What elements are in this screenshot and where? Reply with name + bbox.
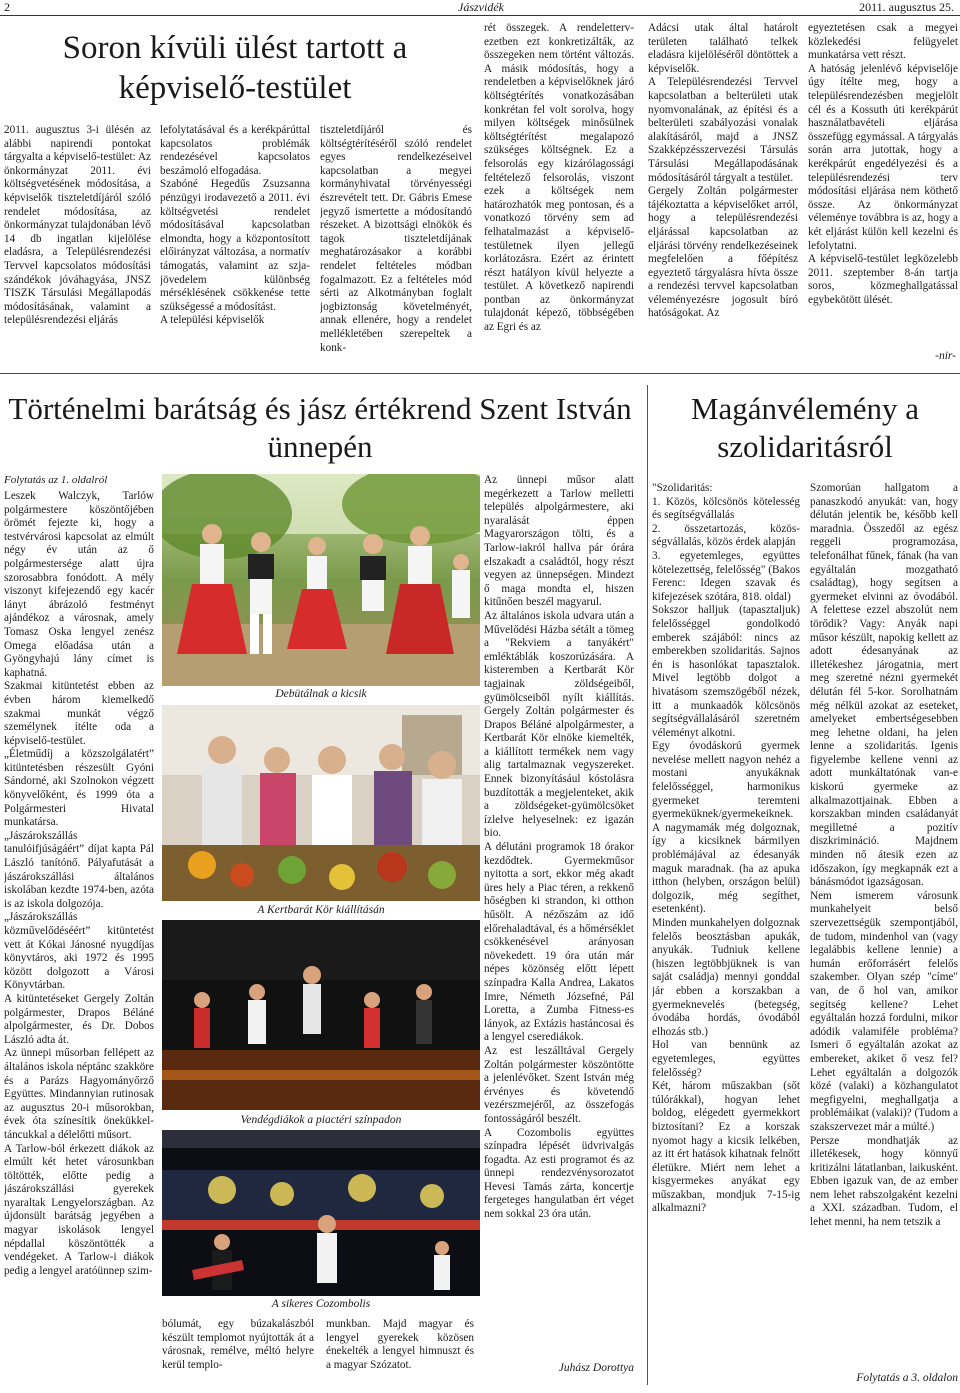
article2-col1: Leszek Walczyk, Tarlów polgármestere köszöntőjében örömét fejezte ki, hogy a testvérvárosi kapcsolat az elmúlt négy év után az ő polgármestersége alatt újra szorosabbra fonódott. A mély viszonyt kifejezendő egy kacér lányt ábrázoló festményt ajándékoz a városnak, amely Tomasz Oska lengyel zenész Omega előadása után a Gyöngyhajú lány címet is kaphatná. Szakmai kitüntetést ebben az évben három kiemelkedő szakmai munkát végző személynek ítélte oda a képviselő-testület. „Életműdíj a közszolgálatért” kitüntetésben részesült Gyóni Sándorné, aki Szolnokon végzett könyvelőként, és 1999 óta a Polgármesteri Hivatal munkatársa. „Jászárokszállás tanulóifjúságáért” díjat kapta Pál László tanítónő. Pályafutását a jászárokszállási általános iskolában kezdte 1974-ben, azóta is az iskola dolgozója. „Jászárokszállás közművelődéséért” kitüntetést vett át Kókai Jánosné nyugdíjas könyvtáros, aki 1972 és 1995 között dolgozott a Városi Könyvtárban. A kitüntetéseket Gergely Zoltán polgármester, Drapos Béláné alpolgármester, és Dr. Dobos László adta át. Az ünnepi műsorban fellépett az általános iskola néptánc szakköre és a Parázs Hagyományőrző Együttes. Mindannyian rutinosak az augusztus 20-i műsorokban, évek óta színesítik önekükkeltáncukkal a délelőtti műsort. A Tarlow-ból érkezett diákok az elmúlt két hetet városunkban töltötték, előtte pedig a jászárokszállási gyerekek nyaraltak Lengyelországban. Az újdonsült barátság jegyében a magyar iskolások lengyel népdallal köszöntötték a vendégeket. A Tarlow-i diákok pedig a lengyel aratóünnep szim- (4, 490, 154, 1277)
photo-garden-club (162, 705, 480, 901)
article1-col3: tiszteletdíjáról és költségtérítéséről szóló rendelet egyes rendelkezéseivel kapcsolatban a megyei kormányhivatal törvényességi észrevételt tett. Dr. Gábris Emese jegyző ismertette a módosítandó részeket. A bizottsági elnökök és tagok tiszteletdíjának meghatározásakor a korábbi rendelet feltételes módban fogalmazott. Ez a feltételes mód sérti az Alkotmányban foglalt jogbiztonság követelményét, annak ellenére, hogy a rendelet mellékletében szerepeltek a konk- (320, 124, 472, 354)
caption-4: A sikeres Cozombolis (271, 1298, 371, 1310)
article1-col2: lefolytatásával és a kerékpárúttal kapcsolatos problémák rendezésével kapcsolatos beszámoló elfogadása. Szabóné Hegedűs Zsuzsanna pénzügyi irodavezető a 2011. évi költségvetési rendelet módosításával kapcsolatban elmondta, hogy a központosított előirányzat változása, a normatív támogatás, valamint az szja-jövedelem különbség mérséklésének csökkenése tette szükségessé a módosítást. A települési képviselők (160, 124, 310, 327)
article3-continued: Folytatás a 3. oldalon (856, 1372, 958, 1384)
article1-col4: rét összegek. A rendelettervezetben ezt konkretizálták, az összegeken nem történt változás. A másik módosítás, hogy a rendeletben a képviselőknek járó költségtérítés vonatkozásában konkrétan fel volt sorolva, hogy milyen költségek minősülnek költségtérítést megalapozó szükséges költségnek. Ez a felsorolás egy kizárólagossági feltételező felsorolás, viszont ezek a költségek nem határozhatók meg pontosan, és a vonatkozó törvény sem ad felhatalmazást a képviselő-testületnek ilyen jellegű korlátozásra. Ezért az érintett részt hatályon kívül helyezte a testület. A következő napirendi pontban az önkormányzat tulajdonát képező, többségében az Egri és az (484, 22, 634, 334)
header-rule (0, 15, 960, 16)
caption-1: Debütálnak a kicsik (275, 688, 367, 700)
article1-headline: Soron kívüli ülést tartott a képviselő-testület (62, 30, 408, 106)
article1-col1: 2011. augusztus 3-i ülésén az alábbi napirendi pontokat tárgyalta a képviselő-testület: Az önkormányzat 2011. évi költségvetésének módosítása, a képviselők tiszteletdíjáról szóló rendelet módosítása, az önkormányzat tulajdonában lévő 14 db ingatlan kijelölése eladásra, a Településrendezési Tervvel kapcsolatos módosítási szándékok jóváhagyása, JNSZ TISZK Társulási Megállapodás módosításának, valamint a településrendezési eljárás (4, 124, 151, 327)
caption-3: Vendégdiákok a piactéri színpadon (240, 1114, 402, 1126)
article3-col1: "Szolidaritás: 1. Közös, kölcsönös kötelesség és segítségvállalás 2. összetartozás, közösségvállalás, közös érdek alapján 3. egyetemleges, együttes kötelezettség, felelősség" (Bakos Ferenc: Idegen szavak és kifejezések szótára, 818. oldal) Sokszor halljuk (tapasztaljuk) felelősséggel gondolkodó emberek szájából: nincs az emberekben szolidaritás. Sajnos én is hasonlókat tapasztalok. Mivel legtöbb dolgot a hivatásom szemszögéből nézek, itt a munkaadók kölcsönös segítségvállalásáról szeretném véleményt alkotni. Egy óvodáskorú gyermek nevelése mellett nagyon nehéz a mostani anyukáknak felelősséggel, harmonikus gyermeket teremteni gyermeküknek/gyermekeiknek. A nagymamák még dolgoznak, így a kicsiknek bármilyen problémájával az édesanyák maguk maradnak. (ha az apuka itthon (helyben, országon belül) dolgozik, még segíthet, esetenként). Minden munkahelyen dolgoznak felelős beosztásban apukák, anyukák. Tudniuk kellene (hiszen legtöbbjüknek is van saját családja) mennyi gonddal jár ebben a korszakban a gyermeknevelés (betegség, óvodába hordás, óvodából elhozás stb.) Hol van bennünk az egyetemleges, együttes felelősség? Két, három műszakban (sőt túlórákkal), hogyan lehet boldog, elégedett gyermekkort biztosítani? Ez a korszak nyomot hagy a kicsik lelkében, az itt ért hatások kihatnak felnőtt életükre. Miért nem lehet a kisgyermekes anyákat egy műszakban, mondjuk 7-15-ig alkalmazni? (652, 482, 800, 1215)
article1-col6: egyeztetésen csak a megyei közlekedési felügyelet munkatársa vett részt. A hatóság jelenlévő képviselője úgy ítélte meg, hogy a településrendezésben megjelölt cél és a Kossuth úti kerékpárút használatbavételi eljárása összefügg egymással. A tárgyalás során arra jutottak, hogy a kerékpárút engedélyezési és a településrendezési terv módosítási eljárása nem köthető össze. Az önkormányzat véleménye továbbra is az, hogy a két eljárást külön kell kezelni és lefolytatni. A képviselő-testület legközelebb 2011. szeptember 8-án tartja soros, közmeghallgatással egybekötött ülését. (808, 22, 958, 306)
column-divider (647, 385, 648, 1385)
article1-col5: Adácsi utak által határolt területen található telkek eladásra kijelöléséről döntöttek a képviselők. A Településrendezési Tervvel kapcsolatban a belterületi utak nyomvonalának, az építési és a belterületi szabályozási vonalak alakításáról, majd a JNSZ Szakképzésszervezési Társulás Társulási Megállapodásának módosításáról tárgyalt a testület. Gergely Zoltán polgármester tájékoztatta a képviselőket arról, hogy a településrendezési eljárással kapcsolatban az eljárási törvény rendelkezéseinek megfelelően a főépítész egyeztető tárgyalásra hívta össze a rendezési tervvel kapcsolatban véleményezésre jogosult bíró hatóságokat. Az (648, 22, 798, 320)
article2-headline: Történelmi barátság és jász értékrend Szent István ünnepén (8, 391, 632, 464)
photo-stage-students (162, 920, 480, 1110)
page-header (0, 0, 960, 16)
issue-date: 2011. augusztus 25. (859, 0, 954, 14)
article1-signature: -nir- (935, 350, 956, 362)
article2-col4: Az ünnepi műsor alatt megérkezett a Tarlow melletti település alpolgármestere, aki nyaralását éppen Magyarországon tölti, és a Tarlow-iakról hallva pár órára elszakadt a családtól, hogy részt vegyen az ünnepségen. Mindezt ő maga mondta el, hiszen kitűnően beszél magyarul. Az általános iskola udvara után a Művelődési Házba sétált a tömeg a "Rekviem a tanyákért" emléktáblák koszorúzására. A kisteremben a Kertbarát Kör tagjainak zöldségeiből, gyümölcseiből nyílt kiállítás. Gergely Zoltán polgármester és Drapos Béláné alpolgármester, a Kertbarát Kör elnöke kiemelték, a kiállított termékek nem vagy alig tartalmaznak vegyszereket. Ennek bizonyításául kóstolásra buzdították a megjelenteket, akik a zöldségeket-gyümölcsöket ízlelve helyeselnek: ez igazán bio. A délutáni programok 18 órakor kezdődtek. Gyermekműsor nyitotta a sort, ekkor még akadt üres hely a Piac téren, a rekkenő hőségben ki strandon, ki otthon hűsölt. A nézőszám az idő előrehaladtával, és a hőmérséklet csökkenésével arányosan növekedett. 19 óra után már népes közönség előtt lépett színpadra Kalla Andrea, Lakatos Imre, Németh Józsefné, Pál Loretta, a Zumba Fitness-es lányok, az Extázis hastáncosai és a lengyel cserediákok. Az est leszálltával Gergely Zoltán polgármester köszöntötte a jelenlévőket. Szent István még érvényes és követendő vezérszmejéről, az összefogás fontosságáról beszélt. A Cozombolis együttes színpadra lépését üdvrivalgás fogadta. Az esti programot és az ünnepi rendezvénysorozatot Hevesi Tamás zárta, koncertje fergeteges hangulatban ért véget nem sokkal 23 óra után. (484, 474, 634, 1221)
photo-cozombolis (162, 1130, 480, 1296)
section-rule (0, 373, 960, 374)
article3-col2: Szomorúan hallgatom a panaszkodó anyukát: van, hogy délután jelentik be, később kell maradnia. Összedől az egész reggeli programozása, telefonálhat fűnek, fának (ha van egyáltalán mozgatható családtag), hogy segítsen a gyermeket elvinni az óvodából. A felettese ezzel abszolút nem törődik? Vagy: Anyák napi műsor készült, napokig kellett az adott édesanyának az illetékeshez járogatnia, mert meg szeretné nézni gyermekét délután fél 5-kor. Sorolhatnám még nélkül azokat az eseteket, amelyeket embertségesebben meg lehetne oldani, ha jelen lenne a szolidaritás. Igenis figyelembe kellene venni az adott munkáltatónak van-e kiskorú gyermeke az alkalmazottjainak. Ebben a korszakban minden családanyát megilletné a pozitív diszkrimináció. Majdnem minden nő átesik ezen az időszakon, így megkapnák ezt a bánásmódot igazságosan. Nem ismerem városunk munkahelyeit belső szervezettségük szempontjából, de tudom, mindenhol van (vagy legalábbis kellene lennie) a humán erőforrásért felelős szakember. Olyan szép "címe" van, de ő hol van, amikor segítség kellene? Lehet egyáltalán hozzá fordulni, mikor adódik valamiféle probléma? Ismeri ő egyáltalán azokat az embereket, akiket ő vesz fel? Lehet egyáltalán a dolgozók közé (valaki) a közhangulatot megfigyelni, meghallgatja a problémáikat (valaki)? (Tudom a szakszervezet már a múlté.) Persze mondhatják az illetékesek, hogy könnyű kritizálni látatlanban, laikusként. Ebben igazuk van, de az ember nem lehet rabszolgaként kezelni a XXI. században. Tudom, el lehet menni, ha nem tetszik a (810, 482, 958, 1229)
article2-continued: Folytatás az 1. oldalról (4, 474, 108, 486)
article2-signature: Juhász Dorottya (558, 1362, 634, 1374)
article2-col2-bottom: bólumát, egy búzakalászból készült templomot nyújtották át a városnak, remélve, méltó helyre kerül templo- (162, 1318, 314, 1371)
paper-name: Jászvidék (458, 0, 504, 14)
article3-headline: Magánvélemény a szolidaritásról (690, 391, 920, 464)
caption-2: A Kertbarát Kör kiállításán (257, 904, 385, 916)
page-number: 2 (4, 0, 10, 14)
photo-dancers (162, 474, 480, 686)
article2-col3-bottom: munkban. Majd magyar és lengyel gyerekek közösen énekelték a lengyel himnuszt és a magyar Szózatot. (326, 1318, 474, 1371)
